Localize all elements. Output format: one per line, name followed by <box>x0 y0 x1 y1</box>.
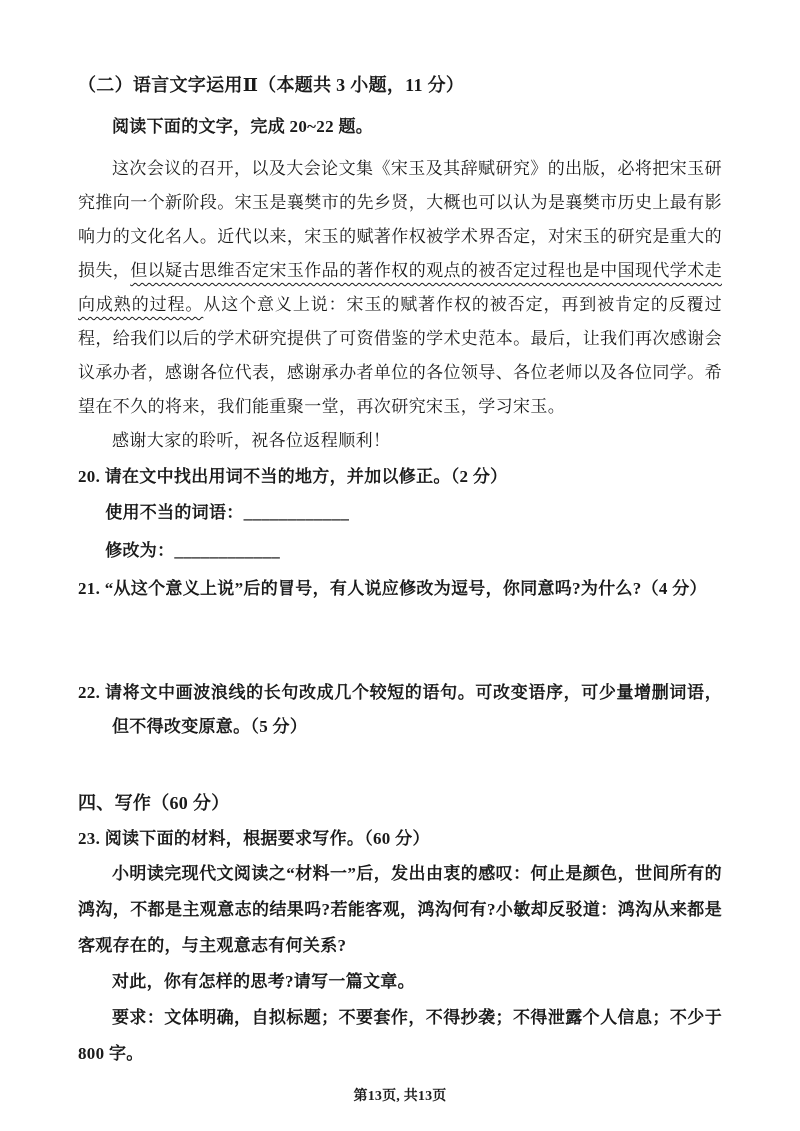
passage-text-before-wavy: 这次会议的召开，以及大会论文集《宋玉及其辞赋研究》的出版，必将把宋玉研究推向一个新阶段。宋玉是襄樊市的先乡贤，大概也可以认为是襄樊市历史上最有影响力的文化名人。近代以来，宋玉的赋著作权被学术界否定，对宋玉的研究是重大的损失， <box>78 159 722 280</box>
passage-text-after-wavy: 从这个意义上说：宋玉的赋著作权的被否定，再到被肯定的反覆过程，给我们以后的学术研究提供了可资借鉴的学术史范本。最后，让我们再次感谢会议承办者，感谢各位代表，感谢承办者单位的各位领导、各位老师以及各位同学。希望在不久的将来，我们能重聚一堂，再次研究宋玉，学习宋玉。 <box>78 295 722 416</box>
section2-header: （二）语言文字运用Ⅱ（本题共 3 小题，11 分） <box>78 75 465 95</box>
passage-paragraph-2: 感谢大家的聆听，祝各位返程顺利！ <box>112 431 391 450</box>
blank-2-answer-line: ____________ <box>174 541 280 560</box>
blank-2-label: 修改为： <box>105 541 175 560</box>
page-number: 第13页, 共13页 <box>353 1089 447 1104</box>
reading-passage <box>78 152 722 458</box>
question-21-stem: 21. “从这个意义上说”后的冒号，有人说应修改为逗号，你同意吗?为什么?（4 分） <box>78 579 707 598</box>
essay-material <box>78 856 722 1072</box>
question-23-stem: 23. 阅读下面的材料，根据要求写作。（60 分） <box>78 829 430 848</box>
material-paragraph-1: 小明读完现代文阅读之“材料一”后，发出由衷的感叹：何止是颜色，世间所有的鸿沟，不都是主观意志的结果吗?若能客观，鸿沟何有?小敏却反驳道：鸿沟从来都是客观存在的，与主观意志有何关系? <box>78 864 722 955</box>
reading-instruction: 阅读下面的文字，完成 20~22 题。 <box>112 117 374 136</box>
section4-header: 四、写作（60 分） <box>78 793 230 813</box>
question-20-stem: 20. 请在文中找出用词不当的地方，并加以修正。（2 分） <box>78 467 508 486</box>
blank-1-label: 使用不当的词语： <box>105 503 244 522</box>
passage-paragraph-1 <box>78 152 722 424</box>
wavy-underlined-sentence: 但以疑古思维否定宋玉作品的著作权的观点的被否定过程也是中国现代学术走向成熟的过程。 <box>78 261 722 314</box>
material-paragraph-2: 对此，你有怎样的思考?请写一篇文章。 <box>112 972 415 991</box>
question-22-stem: 22. 请将文中画波浪线的长句改成几个较短的语句。可改变语序，可少量增删词语，但不得改变原意。（5 分） <box>78 683 722 736</box>
material-requirements: 要求：文体明确，自拟标题；不要套作，不得抄袭；不得泄露个人信息；不少于 800 字。 <box>78 1008 722 1063</box>
blank-1-answer-line: ____________ <box>243 503 350 522</box>
question-20-blank-2 <box>105 532 722 570</box>
question-20-blank-1 <box>105 494 722 532</box>
